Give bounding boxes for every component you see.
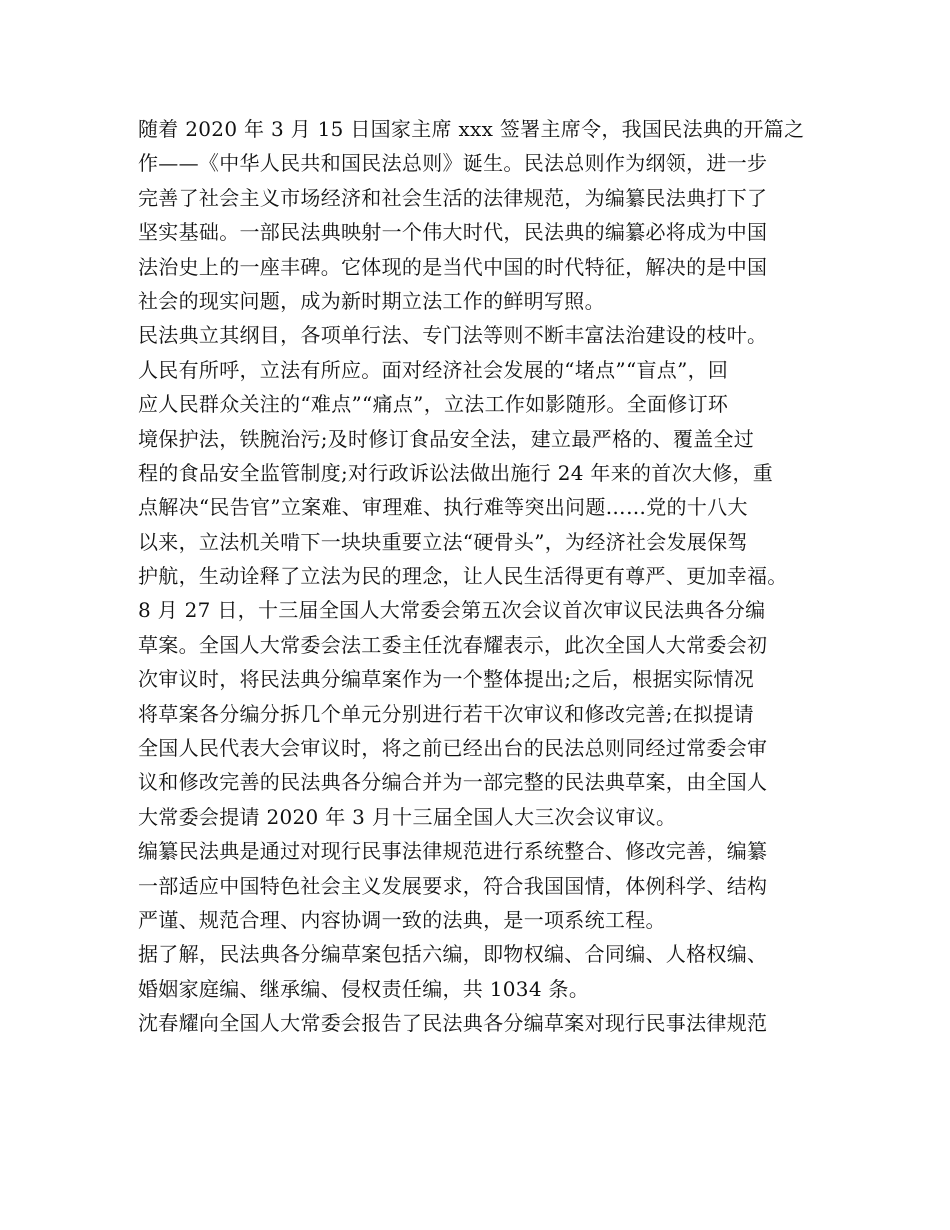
text-line: 护航，生动诠释了立法为民的理念，让人民生活得更有尊严、更加幸福。: [138, 564, 788, 589]
text-line: 次审议时，将民法典分编草案作为一个整体提出;之后，根据实际情况: [138, 667, 755, 692]
text-line: 点解决“民告官”立案难、审理难、执行难等突出问题……党的十八大: [138, 495, 748, 520]
text-line: 社会的现实问题，成为新时期立法工作的鲜明写照。: [138, 288, 605, 313]
text-line: 草案。全国人大常委会法工委主任沈春耀表示，此次全国人大常委会初: [138, 632, 768, 657]
text-line: 法治史上的一座丰碑。它体现的是当代中国的时代特征，解决的是中国: [138, 254, 768, 279]
text-line: 以来，立法机关啃下一块块重要立法“硬骨头”，为经济社会发展保驾: [138, 529, 748, 554]
document-body: [138, 112, 828, 1041]
text-line: 编纂民法典是通过对现行民事法律规范进行系统整合、修改完善，编纂: [138, 839, 768, 864]
text-line: 议和修改完善的民法典各分编合并为一部完整的民法典草案，由全国人: [138, 770, 768, 795]
text-line: 将草案各分编分拆几个单元分别进行若干次审议和修改完善;在拟提请: [138, 701, 755, 726]
text-line: 作——《中华人民共和国民法总则》诞生。民法总则作为纲领，进一步: [138, 151, 768, 176]
text-line: 婚姻家庭编、继承编、侵权责任编，共 1034 条。: [138, 976, 590, 1001]
text-line: 程的食品安全监管制度;对行政诉讼法做出施行 24 年来的首次大修，重: [138, 460, 774, 485]
text-line: 随着 2020 年 3 月 15 日国家主席 xxx 签署主席令，我国民法典的开篇之: [138, 117, 805, 141]
text-line: 人民有所呼，立法有所应。面对经济社会发展的“堵点”“盲点”，回: [138, 357, 729, 382]
text-line: 沈春耀向全国人大常委会报告了民法典各分编草案对现行民事法律规范: [138, 1011, 768, 1036]
text-line: 境保护法，铁腕治污;及时修订食品安全法，建立最严格的、覆盖全过: [138, 426, 755, 451]
text-line: 8 月 27 日，十三届全国人大常委会第五次会议首次审议民法典各分编: [138, 598, 766, 623]
text-line: 据了解，民法典各分编草案包括六编，即物权编、合同编、人格权编、: [138, 942, 768, 967]
text-line: 坚实基础。一部民法典映射一个伟大时代，民法典的编纂必将成为中国: [138, 220, 768, 245]
text-line: 民法典立其纲目，各项单行法、专门法等则不断丰富法治建设的枝叶。: [138, 323, 768, 348]
text-line: 应人民群众关注的“难点”“痛点”，立法工作如影随形。全面修订环: [138, 392, 729, 417]
text-line: 一部适应中国特色社会主义发展要求，符合我国国情，体例科学、结构: [138, 873, 768, 898]
text-line: 严谨、规范合理、内容协调一致的法典，是一项系统工程。: [138, 907, 666, 932]
text-line: 大常委会提请 2020 年 3 月十三届全国人大三次会议审议。: [138, 804, 677, 829]
text-line: 全国人民代表大会审议时，将之前已经出台的民法总则同经过常委会审: [138, 736, 768, 761]
text-line: 完善了社会主义市场经济和社会生活的法律规范，为编纂民法典打下了: [138, 185, 768, 210]
